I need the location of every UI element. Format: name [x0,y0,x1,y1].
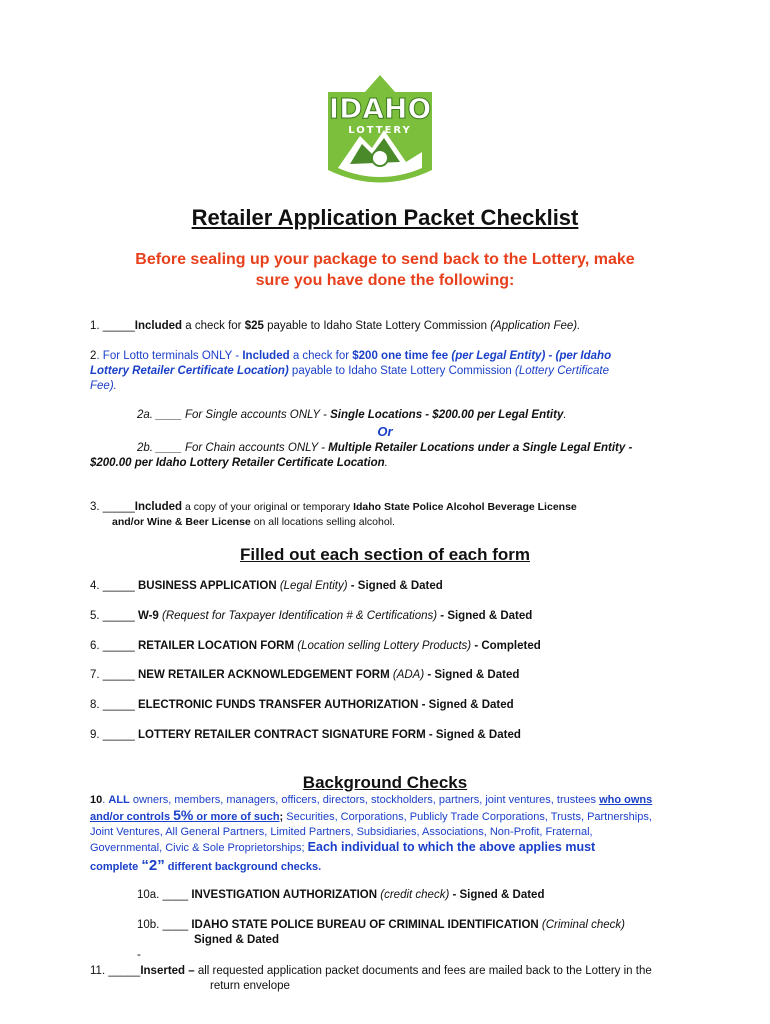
checklist-item-2a: 2a. ____ For Single accounts ONLY - Single Locations - $200.00 per Legal Entity. [137,409,567,421]
form-item-name: NEW RETAILER ACKNOWLEDGEMENT FORM [137,669,390,681]
checklist-item-2b: 2b. ____ For Chain accounts ONLY - Multiple Retailer Locations under a Single Legal Entity - $200.00 per Idaho Lottery Retailer Certificate Location. [90,442,633,469]
form-item-name: BUSINESS APPLICATION [137,580,277,592]
form-item-tail: - Signed & Dated [437,610,533,622]
form-item-prefix: 7. _____ [90,669,138,681]
logo-word-idaho: IDAHO [328,92,432,125]
form-item-prefix: 5. _____ [90,610,138,622]
dash-mark: - [137,949,141,961]
checklist-item-2: 2. For Lotto terminals ONLY - Included a check for $200 one time fee (per Legal Entity) - (per Idaho Lottery Retailer Certificate Location) payable to Idaho State Lottery Commission (Lottery Certificate Fee). [90,350,612,392]
subtitle-line-2: sure you have done the following: [255,272,515,289]
subtitle [90,249,680,291]
subtitle-line-1: Before sealing up your package to send back to the Lottery, make [135,251,635,268]
idaho-lottery-logo [310,70,450,190]
checklist-item-10a: 10a. ____ INVESTIGATION AUTHORIZATION (credit check) - Signed & Dated [137,889,545,901]
form-item [90,668,519,683]
form-item-prefix: 9. _____ [90,729,138,741]
form-item [90,579,443,594]
checklist-item-1: 1. _____Included a check for $25 payable to Idaho State Lottery Commission (Application Fee). [90,320,581,332]
form-item-tail: - Signed & Dated [347,580,443,592]
form-item-prefix: 6. _____ [90,640,138,652]
logo-word-lottery: LOTTERY [348,125,412,136]
form-item-name: ELECTRONIC FUNDS TRANSFER AUTHORIZATION [137,699,419,711]
checklist-item-10: 10. ALL owners, members, managers, officers, directors, stockholders, partners, joint ventures, trustees who owns and/or controls 5% or more of such; Securities, Corporations, Publicly Trade Corporations, Trusts, Partnerships, Joint Ventures, All General Partners, Limited Partners, Subsidiaries, Associations, Non-Profit, Fraternal, Governmental, Civic & Sole Proprietorships; Each individual to which the above applies must complete “2” different background checks. [90,794,653,874]
form-item-tail: - Signed & Dated [424,669,520,681]
checklist-item-10b: 10b. ____ IDAHO STATE POLICE BUREAU OF CRIMINAL IDENTIFICATION (Criminal check) Signed & Dated [137,919,625,946]
form-item-paren: (ADA) [389,669,425,681]
form-item-paren: (Legal Entity) [276,580,348,592]
checklist-item-11: 11. _____Inserted – all requested application packet documents and fees are mailed back to the Lottery in the return envelope [90,965,652,992]
form-item-paren: (Request for Taxpayer Identification # & Certifications) [158,610,438,622]
form-item [90,698,514,713]
checklist-item-3: 3. _____Included a copy of your original or temporary Idaho State Police Alcohol Beverage License and/or Wine & Beer License on all locations selling alcohol. [90,501,577,528]
form-item-prefix: 8. _____ [90,699,138,711]
form-item-tail: - Completed [471,640,541,652]
section-heading-background-checks: Background Checks [302,773,468,792]
form-item-name: W-9 [137,610,159,622]
form-item [90,609,532,624]
form-item [90,728,521,743]
page-title: Retailer Application Packet Checklist [191,205,579,230]
form-item-name: LOTTERY RETAILER CONTRACT SIGNATURE FORM [137,729,426,741]
form-item [90,639,541,654]
form-item-paren: (Location selling Lottery Products) [294,640,472,652]
or-divider: Or [377,424,393,439]
form-item-name: RETAILER LOCATION FORM [137,640,295,652]
section-heading-forms: Filled out each section of each form [240,545,530,564]
form-item-tail: - Signed & Dated [418,699,514,711]
form-item-prefix: 4. _____ [90,580,138,592]
form-item-tail: - Signed & Dated [425,729,521,741]
